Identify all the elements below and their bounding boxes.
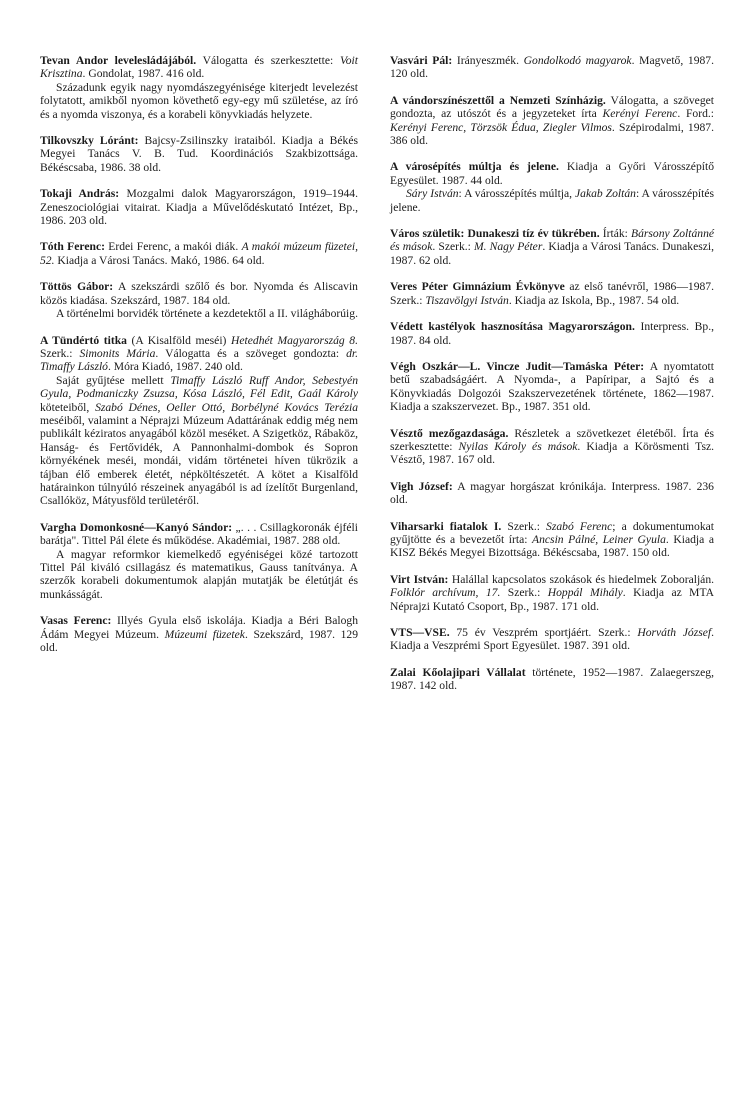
entry-citation	[390, 666, 714, 693]
bibliography-entry	[40, 187, 358, 227]
entry-author: Tevan Andor levelesládájából.	[40, 54, 197, 67]
bibliography-entry	[390, 94, 714, 148]
entry-author: Vésztő mezőgazdasága.	[390, 426, 509, 440]
entry-citation	[390, 480, 714, 507]
entry-author: Zalai Kőolajipari Vállalat	[390, 665, 526, 679]
bibliography-entry	[390, 480, 714, 507]
entry-text: története, 1952—1987. Zalaegerszeg, 1987. 142 old.	[390, 665, 715, 693]
entry-citation	[390, 160, 714, 187]
bibliography-entry	[390, 427, 714, 467]
entry-text: meséiből, valamint a Néprajzi Múzeum Adattárának eddig még nem publikált kéziratos anyagából közöl meséket. A Szigetköz, Rábaköz, Hanság- és Fertővidék, A Pannonhalmi-dombok és Sopron környékének meséi, mondái, vidám történetei híven tükrözik a tájban élő emberek életét, népköltészetét. A kötet a Kisalföld határainkon túlnyúló részeinek anyagából is ad ízelítőt Burgenland, Csallóköz, Mátyusföld területéről.	[40, 413, 358, 508]
entry-author: Virt István:	[390, 572, 449, 586]
bibliography-entry	[40, 521, 358, 601]
entry-italic: dr. Timaffy László	[40, 346, 359, 374]
entry-text: Bajcsy-Zsilinszky irataiból. Kiadja a Békés Megyei Tanács V. B. Tud. Koordinációs Szakbizottsága. Békéscsaba, 1986. 38 old.	[40, 134, 359, 174]
entry-italic: Kerényi Ferenc	[602, 107, 678, 121]
bibliography-entry	[40, 334, 358, 508]
bibliography-entry	[390, 626, 714, 653]
entry-citation	[390, 427, 714, 467]
entry-annotation	[40, 548, 358, 602]
entry-text: Válogatta és szerkesztette:	[196, 54, 340, 67]
entry-author: Viharsarki fiatalok I.	[390, 519, 502, 533]
entry-italic: Gondolkodó magyarok	[523, 54, 632, 67]
entry-text: köteteiből,	[40, 400, 96, 414]
entry-citation	[40, 187, 358, 227]
entry-annotation	[40, 374, 358, 508]
entry-text: . Ford.:	[677, 107, 714, 121]
entry-text: . Kiadja a KISZ Békés Megyei Bizottsága. Békéscsaba, 1987. 150 old.	[390, 532, 715, 560]
entry-italic: A makói múzeum füzetei, 52.	[40, 240, 358, 267]
entry-citation	[40, 280, 358, 307]
bibliography-entry	[390, 666, 714, 693]
entry-text: Írták:	[599, 227, 632, 241]
entry-citation	[390, 360, 714, 414]
entry-author: A Tündértó titka	[40, 333, 127, 347]
entry-text: az első tanévről, 1986—1987. Szerk.:	[390, 280, 714, 307]
entry-author: Tóth Ferenc:	[40, 240, 105, 254]
entry-author: Tokaji András:	[40, 187, 120, 201]
entry-text: . Kiadja a Körösmenti Tsz. Vésztő, 1987. 167 old.	[390, 439, 715, 467]
bibliography-entry	[40, 240, 358, 267]
entry-text: . Magvető, 1987. 120 old.	[390, 54, 714, 81]
bibliography-entry	[390, 160, 714, 214]
bibliography-entry	[40, 134, 358, 174]
entry-italic: Múzeumi füzetek	[164, 627, 245, 641]
entry-text: A szekszárdi szőlő és bor. Nyomda és Aliscavin közös kiadása. Szekszárd, 1987. 184 old.	[40, 280, 358, 307]
entry-citation	[40, 521, 358, 548]
bibliography-entry	[40, 280, 358, 320]
entry-italic: Simonits Mária	[79, 346, 156, 360]
entry-citation	[390, 520, 714, 560]
entry-author: VTS—VSE.	[390, 626, 450, 639]
entry-italic: Bársony Zoltánné és mások	[390, 227, 715, 254]
entry-italic: Szabó Ferenc	[546, 519, 613, 533]
entry-text: . Kiadja az Iskola, Bp., 1987. 54 old.	[508, 293, 680, 307]
entry-italic: Voit Krisztina	[40, 54, 358, 81]
entry-author: Védett kastélyok hasznosítása Magyarországon.	[390, 320, 635, 334]
entry-author: Vargha Domonkosné—Kanyó Sándor:	[40, 520, 233, 534]
entry-text: Kiadja a Győri Városszépítő Egyesület. 1987. 44 old.	[390, 160, 714, 187]
entry-text: Részletek a szövetkezet életéből. Írta és szerkesztette:	[390, 426, 714, 453]
entry-annotation	[40, 81, 358, 121]
entry-italic: Kerényi Ferenc, Törzsök Édua, Ziegler Vilmos	[390, 120, 612, 134]
entry-author: Veres Péter Gimnázium Évkönyve	[390, 280, 565, 294]
entry-italic: Nyilas Károly és mások	[458, 439, 578, 453]
entry-text: (A Kisalföld meséi)	[126, 333, 232, 347]
entry-italic: Sáry István	[406, 187, 459, 201]
entry-citation	[390, 94, 714, 148]
entry-italic: Timaffy László Ruff Andor, Sebestyén Gyula, Podmaniczky Zsuzsa, Kósa László, Fél Edit, Gaál Károly	[40, 373, 358, 401]
entry-text: Válogatta, a szöveget gondozta, az utószót és a jegyzeteket írta	[390, 93, 714, 121]
entry-citation	[40, 54, 358, 81]
bibliography-entry	[40, 54, 358, 121]
entry-text: Illyés Gyula első iskolája. Kiadja a Béri Balogh Ádám Megyei Múzeum.	[40, 614, 358, 641]
entry-annotation	[40, 307, 358, 320]
entry-citation	[40, 134, 358, 174]
entry-text: . Válogatta és a szöveget gondozta:	[155, 346, 347, 360]
entry-text: A történelmi borvidék története a kezdetektől a II. világháborúig.	[56, 307, 358, 321]
entry-text: . Kiadja a Városi Tanács. Dunakeszi, 1987. 62 old.	[390, 240, 714, 267]
entry-text: Szerk.:	[501, 519, 547, 533]
entry-italic: Hoppál Mihály	[547, 586, 623, 600]
entry-citation	[390, 626, 714, 653]
right-column	[390, 54, 714, 706]
entry-text: Interpress. Bp., 1987. 84 old.	[390, 320, 714, 347]
entry-text: Mozgalmi dalok Magyarországon, 1919–1944. Zeneszociológiai vitairat. Kiadja a Művelődéskutató Intézet, Bp., 1986. 203 old.	[40, 187, 358, 228]
entry-text: . Gondolat, 1987. 416 old.	[82, 67, 205, 81]
entry-author: Töttös Gábor:	[40, 280, 114, 294]
entry-text: Kiadja a Városi Tanács. Makó, 1986. 64 old.	[54, 253, 265, 267]
bibliography-entry	[40, 614, 358, 654]
entry-text: . Szerk.:	[432, 240, 474, 254]
entry-text: 75 év Veszprém sportjáért. Szerk.:	[449, 626, 638, 639]
entry-author: A vándorszínészettől a Nemzeti Színházig.	[390, 93, 606, 107]
entry-text: : A városszépítés múltja,	[458, 187, 576, 201]
entry-text: : A városszépítés jelene.	[390, 187, 714, 214]
entry-italic: Szabó Dénes, Oeller Ottó, Borbélyné Kovács Terézia	[95, 400, 358, 414]
entry-text: Halállal kapcsolatos szokások és hiedelmek Zoboralján.	[448, 572, 715, 586]
entry-author: Város születik: Dunakeszi tíz év tükrében.	[390, 227, 600, 241]
entry-text: „. . . Csillagkoronák éjféli barátja". Tittel Pál élete és működése. Akadémiai, 1987. 288 old.	[40, 520, 358, 548]
entry-text: Erdei Ferenc, a makói diák.	[104, 240, 242, 254]
bibliography-entry	[390, 280, 714, 307]
entry-italic: Ancsin Pálné, Leiner Gyula	[532, 532, 666, 546]
entry-author: Tilkovszky Lóránt:	[40, 134, 139, 148]
entry-text: . Kiadja a Veszprémi Sport Egyesület. 1987. 391 old.	[390, 626, 714, 653]
entry-text: . Szépirodalmi, 1987. 386 old.	[390, 120, 714, 148]
entry-text: A nyomtatott betű szabadságáért. A Nyomda-, a Papíripar, a Sajtó és a Könyvkiadás Dolgozói Szakszervezetének története, 1862—1987. Kiadja a szakszervezet. Bp., 1987. 351 old.	[390, 359, 714, 414]
entry-text: ; a dokumentumokat gyűjtötte és a bevezetőt írta:	[390, 519, 714, 546]
entry-annotation	[390, 187, 714, 214]
entry-citation	[390, 227, 714, 267]
entry-italic: Folklór archívum, 17.	[390, 586, 501, 600]
entry-italic: Hetedhét Magyarország 8.	[231, 333, 358, 347]
entry-italic: Horváth József	[637, 626, 712, 639]
entry-text: Szerk.:	[40, 346, 80, 360]
entry-text: Szerk.:	[500, 586, 548, 600]
left-column	[40, 54, 358, 667]
entry-text: Saját gyűjtése mellett	[56, 373, 171, 387]
entry-italic: Tiszavölgyi István	[425, 293, 509, 307]
entry-author: Vasas Ferenc:	[40, 614, 112, 628]
entry-author: Végh Oszkár—L. Vincze Judit—Tamáska Péter:	[390, 359, 645, 373]
bibliography-entry	[390, 227, 714, 267]
entry-text: . Szekszárd, 1987. 129 old.	[40, 627, 359, 655]
entry-citation	[40, 334, 358, 374]
entry-citation	[390, 320, 714, 347]
entry-text: Irányeszmék.	[452, 54, 524, 67]
entry-citation	[390, 573, 714, 613]
entry-author: A városépítés múltja és jelene.	[390, 160, 559, 174]
bibliography-entry	[390, 520, 714, 560]
entry-italic: Jakab Zoltán	[575, 187, 636, 201]
entry-citation	[390, 54, 714, 81]
entry-citation	[390, 280, 714, 307]
entry-author: Vigh József:	[390, 479, 453, 493]
entry-author: Vasvári Pál:	[390, 54, 453, 67]
entry-text: . Móra Kiadó, 1987. 240 old.	[107, 360, 243, 374]
entry-text: Századunk egyik nagy nyomdászegyénisége kiterjedt levelezést folytatott, amikből nyomon követhető egy-egy mű születése, az író és a nyomda viszonya, és a korabeli könyvkiadás helyzete.	[40, 80, 358, 121]
entry-italic: M. Nagy Péter	[474, 240, 543, 254]
entry-citation	[40, 240, 358, 267]
entry-text: . Kiadja az MTA Néprajzi Kutató Csoport, Bp., 1987. 171 old.	[390, 586, 714, 613]
bibliography-entry	[390, 360, 714, 414]
entry-text: A magyar horgászat krónikája. Interpress. 1987. 236 old.	[390, 479, 714, 507]
bibliography-entry	[390, 573, 714, 613]
entry-citation	[40, 614, 358, 654]
bibliography-entry	[390, 320, 714, 347]
bibliography-entry	[390, 54, 714, 81]
entry-text: A magyar reformkor kiemelkedő egyéniségei közé tartozott Tittel Pál kiváló csillagász és matematikus, Gauss tanítványa. A szerzők korabeli dokumentumok alapján mutatják be életútját és munkásságát.	[40, 547, 358, 601]
